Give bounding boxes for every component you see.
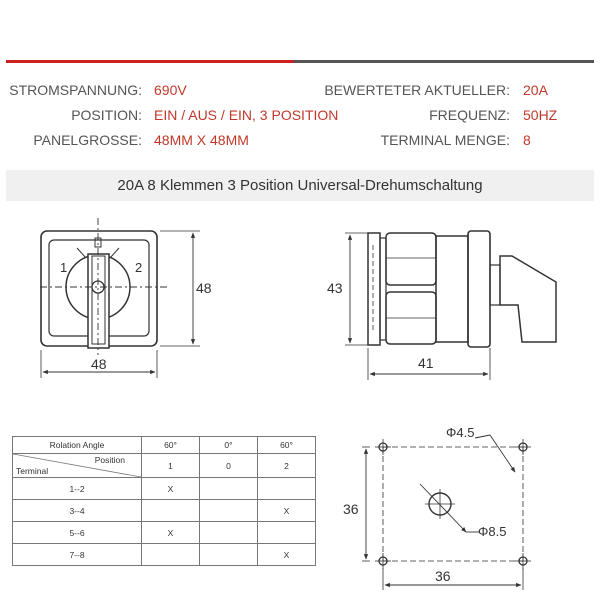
contact-cell xyxy=(258,478,316,500)
product-title-banner: 20A 8 Klemmen 3 Position Universal-Drehumschaltung xyxy=(6,170,594,201)
table-header-label: Rolation Angle xyxy=(13,437,142,454)
position-header-label: Position xyxy=(94,455,125,465)
spec-label: POSITION: xyxy=(71,107,142,123)
table-row xyxy=(13,522,316,544)
terminal-pair: 5--6 xyxy=(13,522,142,544)
contact-cell xyxy=(200,522,258,544)
front-height-dimension: 48 xyxy=(196,280,212,296)
position-number: 2 xyxy=(258,454,316,478)
spec-label: FREQUENZ: xyxy=(429,107,510,123)
position-number: 1 xyxy=(142,454,200,478)
contact-cell xyxy=(142,544,200,566)
angle-header: 0° xyxy=(200,437,258,454)
side-height-dimension: 43 xyxy=(327,280,343,296)
center-hole-diameter: Φ8.5 xyxy=(478,524,507,539)
mount-height-dimension: 36 xyxy=(343,501,359,517)
contact-cell xyxy=(200,478,258,500)
contact-cell xyxy=(200,500,258,522)
contact-cell xyxy=(200,544,258,566)
diagonal-header-cell xyxy=(13,454,142,478)
spec-value: 20A xyxy=(523,82,548,98)
spec-label: PANELGROSSE: xyxy=(33,132,142,148)
side-view-drawing xyxy=(345,231,556,380)
mount-hole-drawing xyxy=(362,435,531,590)
spec-value: 48MM X 48MM xyxy=(154,132,249,148)
table-row xyxy=(13,544,316,566)
position-1-label: 1 xyxy=(60,260,68,275)
spec-label: BEWERTETER AKTUELLER: xyxy=(324,82,510,98)
angle-header: 60° xyxy=(258,437,316,454)
side-depth-dimension: 41 xyxy=(418,355,434,371)
contact-cell xyxy=(258,522,316,544)
spec-label: TERMINAL MENGE: xyxy=(380,132,510,148)
spec-value: EIN / AUS / EIN, 3 POSITION xyxy=(154,107,339,123)
contact-cell: X xyxy=(142,478,200,500)
contact-cell: X xyxy=(142,522,200,544)
table-row xyxy=(13,500,316,522)
terminal-pair: 1--2 xyxy=(13,478,142,500)
terminal-header-label: Terminal xyxy=(16,466,49,476)
contact-cell xyxy=(142,500,200,522)
angle-header: 60° xyxy=(142,437,200,454)
spec-value: 690V xyxy=(154,82,187,98)
spec-value: 8 xyxy=(523,132,531,148)
terminal-pair: 7--8 xyxy=(13,544,142,566)
table-row xyxy=(13,478,316,500)
contact-cell: X xyxy=(258,500,316,522)
terminal-pair: 3--4 xyxy=(13,500,142,522)
mount-width-dimension: 36 xyxy=(435,568,451,584)
front-width-dimension: 48 xyxy=(91,356,107,372)
contact-cell: X xyxy=(258,544,316,566)
small-hole-diameter: Φ4.5 xyxy=(446,425,475,440)
spec-label: STROMSPANNUNG: xyxy=(9,82,142,98)
spec-value: 50HZ xyxy=(523,107,558,123)
position-2-label: 2 xyxy=(135,260,143,275)
switching-table xyxy=(12,436,316,566)
position-number: 0 xyxy=(200,454,258,478)
front-view-drawing xyxy=(40,218,200,378)
